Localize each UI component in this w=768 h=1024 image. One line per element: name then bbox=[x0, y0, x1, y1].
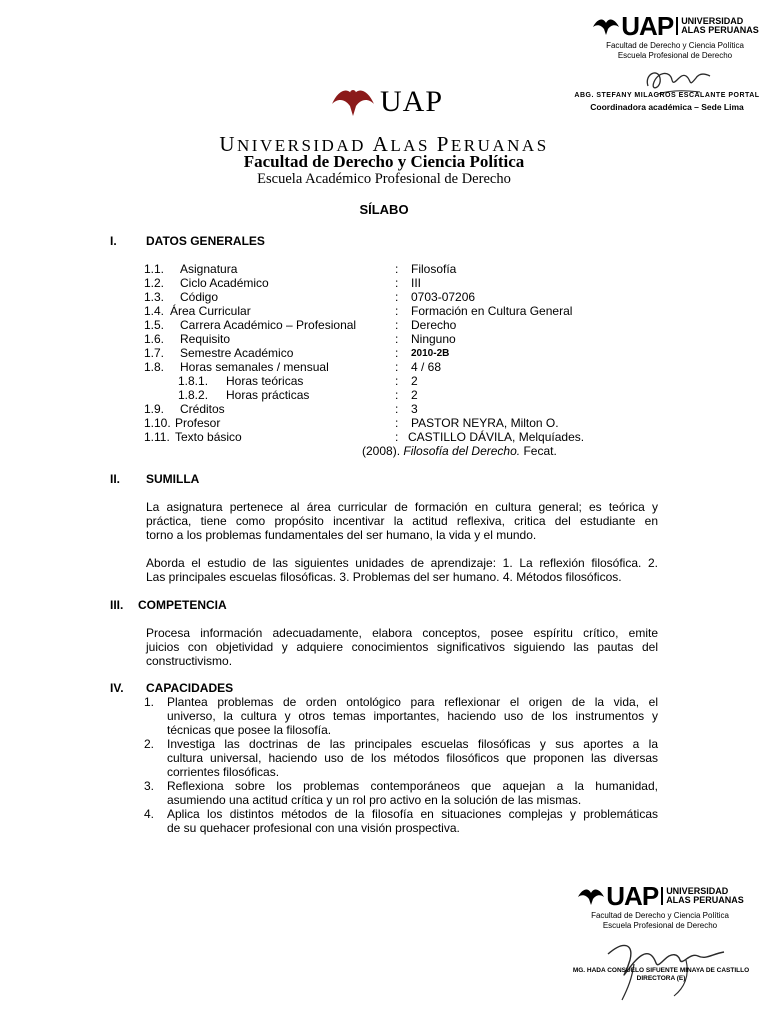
texto-basico-year: (2008). bbox=[362, 444, 401, 458]
datos-row-label: Ciclo Académico bbox=[180, 276, 269, 290]
stamp-logo bbox=[560, 881, 760, 911]
header-logo-text: UAP bbox=[380, 85, 444, 118]
capacidad-line: asumiendo una actitud crítica y un rol pro activo en la solución de las mismas. bbox=[167, 793, 582, 807]
section-competencia-title: COMPETENCIA bbox=[138, 598, 227, 612]
datos-row-colon: : bbox=[395, 276, 399, 290]
paragraph-line: Las principales escuelas filosóficas. 3. Problemas del ser humano. 4. Métodos filosóficos. bbox=[146, 570, 622, 584]
paragraph-line: práctica, tiene como propósito incentivar la actitud reflexiva, critica del estudiante en bbox=[146, 514, 658, 528]
datos-row-colon: : bbox=[395, 318, 399, 332]
stamp-logo-name-1: UNIVERSIDAD bbox=[681, 16, 744, 26]
datos-row-label: Créditos bbox=[180, 402, 225, 416]
capacidad-line: Reflexiona sobre los problemas contemporáneos que aquejan a la humanidad, bbox=[167, 779, 658, 793]
capacidad-num: 4. bbox=[144, 807, 155, 821]
capacidad-text bbox=[167, 807, 658, 835]
datos-row-value: PASTOR NEYRA, Milton O. bbox=[411, 416, 559, 430]
datos-row-num: 1.4. bbox=[144, 304, 165, 318]
capacidad-line: cultura universal, haciendo uso de los métodos filosóficos que proponen las diversas bbox=[167, 751, 658, 765]
datos-row-value: 2 bbox=[411, 388, 418, 402]
section-capacidades-num: IV. bbox=[110, 681, 124, 695]
section-sumilla-title: SUMILLA bbox=[146, 472, 200, 486]
condor-logo-icon bbox=[330, 84, 376, 120]
datos-row-label: Semestre Académico bbox=[180, 346, 294, 360]
texto-basico-title: Filosofía del Derecho. bbox=[403, 444, 521, 458]
capacidad-text bbox=[167, 779, 658, 807]
stamp-faculty: Facultad de Derecho y Ciencia Política bbox=[606, 41, 744, 50]
capacidad-text bbox=[167, 695, 658, 737]
datos-row-colon: : bbox=[395, 416, 399, 430]
section-capacidades-title: CAPACIDADES bbox=[146, 681, 234, 695]
stamp-logo bbox=[585, 11, 765, 41]
datos-row-colon: : bbox=[395, 262, 399, 276]
datos-row-value: Filosofía bbox=[411, 262, 457, 276]
stamp-logo-name-2: ALAS PERUANAS bbox=[666, 895, 744, 905]
datos-row-num: 1.1. bbox=[144, 262, 165, 276]
datos-row-num: 1.8.1. bbox=[178, 374, 209, 388]
capacidad-num: 1. bbox=[144, 695, 155, 709]
stamp-logo-name-1: UNIVERSIDAD bbox=[666, 886, 729, 896]
datos-row-num: 1.6. bbox=[144, 332, 165, 346]
datos-row-colon: : bbox=[395, 402, 399, 416]
competencia-paragraph bbox=[146, 626, 658, 668]
datos-row-label: Horas semanales / mensual bbox=[180, 360, 329, 374]
datos-row-value: 2010-2B bbox=[411, 348, 450, 359]
datos-row-label: Horas prácticas bbox=[226, 388, 310, 402]
datos-row-label: Código bbox=[180, 290, 219, 304]
datos-row-colon: : bbox=[395, 388, 399, 402]
section-sumilla-num: II. bbox=[110, 472, 121, 486]
datos-row-label: Horas teóricas bbox=[226, 374, 304, 388]
stamp-school: Escuela Profesional de Derecho bbox=[602, 921, 718, 930]
datos-row-value: 3 bbox=[411, 402, 418, 416]
datos-row-num: 1.10. bbox=[144, 416, 171, 430]
texto-basico-cont bbox=[362, 444, 557, 458]
datos-row-colon: : bbox=[395, 360, 399, 374]
faculty-name: Facultad de Derecho y Ciencia Política bbox=[243, 152, 525, 171]
capacidad-line: corrientes filosóficas. bbox=[167, 765, 280, 779]
stamp-logo-name-2: ALAS PERUANAS bbox=[681, 25, 759, 35]
datos-row-value: Ninguno bbox=[411, 332, 456, 346]
datos-row-num: 1.9. bbox=[144, 402, 165, 416]
sumilla-paragraph-2 bbox=[146, 556, 658, 584]
stamp-school: Escuela Profesional de Derecho bbox=[617, 51, 733, 60]
header-logo bbox=[330, 84, 443, 120]
datos-row-colon: : bbox=[395, 332, 399, 346]
paragraph-line: Aborda el estudio de las siguientes unidades de aprendizaje: 1. La reflexión filosófica. 2. bbox=[146, 556, 658, 570]
document-title: SÍLABO bbox=[359, 202, 409, 217]
section-datos-num: I. bbox=[110, 234, 117, 248]
datos-row-value: Formación en Cultura General bbox=[411, 304, 573, 318]
top-stamp bbox=[585, 11, 765, 61]
datos-row-colon: : bbox=[395, 290, 399, 304]
datos-row-value: III bbox=[411, 276, 422, 290]
datos-row-colon: : bbox=[395, 346, 399, 360]
stamp-signer-bottom: MG. HADA CONSUELO SIFUENTE MINAYA DE CASTILLO bbox=[572, 967, 750, 974]
datos-row-label: Área Curricular bbox=[170, 304, 251, 318]
stamp-signer: ABG. STEFANY MILAGROS ESCALANTE PORTAL bbox=[574, 92, 760, 99]
paragraph-line: constructivismo. bbox=[146, 654, 233, 668]
sumilla-paragraph-1 bbox=[146, 500, 658, 542]
paragraph-line: juicios con objetividad y adquiere conocimientos significativos siguiendo las pautas del bbox=[146, 640, 658, 654]
bottom-stamp bbox=[560, 881, 760, 931]
datos-row-num: 1.2. bbox=[144, 276, 165, 290]
stamp-logo-mark: UAP bbox=[606, 881, 659, 911]
capacidad-num: 3. bbox=[144, 779, 155, 793]
datos-row-num: 1.8.2. bbox=[178, 388, 209, 402]
datos-row-value: 0703-07206 bbox=[411, 290, 476, 304]
condor-logo-icon bbox=[591, 15, 621, 37]
stamp-logo-mark: UAP bbox=[621, 11, 674, 41]
datos-row-num: 1.7. bbox=[144, 346, 165, 360]
datos-row-colon: : bbox=[395, 430, 399, 444]
datos-row-label: Profesor bbox=[175, 416, 221, 430]
datos-row-label: Requisito bbox=[180, 332, 231, 346]
datos-row-value: Derecho bbox=[411, 318, 457, 332]
stamp-logo-name bbox=[676, 17, 759, 35]
capacidad-line: Plantea problemas de orden ontológico para reflexionar el origen de la vida, el bbox=[167, 695, 658, 709]
datos-row-num: 1.11. bbox=[144, 430, 170, 444]
section-datos-title: DATOS GENERALES bbox=[146, 234, 265, 248]
datos-row-value: 4 / 68 bbox=[411, 360, 442, 374]
stamp-role: Coordinadora académica – Sede Lima bbox=[590, 102, 744, 112]
capacidad-line: técnicas que posee la filosofía. bbox=[167, 723, 332, 737]
paragraph-line: torno a los problemas fundamentales del ser humano, la vida y el mundo. bbox=[146, 528, 537, 542]
condor-logo-icon bbox=[576, 885, 606, 907]
capacidad-num: 2. bbox=[144, 737, 155, 751]
capacidad-text bbox=[167, 737, 658, 779]
paragraph-line: Procesa información adecuadamente, elabora conceptos, posee espíritu crítico, emite bbox=[146, 626, 658, 640]
datos-row-value: 2 bbox=[411, 374, 418, 388]
datos-row-colon: : bbox=[395, 304, 399, 318]
university-name: UNIVERSIDAD ALAS PERUANAS bbox=[219, 132, 549, 156]
texto-basico-publisher: Fecat. bbox=[523, 444, 557, 458]
stamp-role-bottom: DIRECTORA (E) bbox=[636, 975, 686, 982]
datos-row-label: Asignatura bbox=[180, 262, 238, 276]
capacidad-line: Investiga las doctrinas de las principales escuelas filosóficas y sus aportes a la bbox=[167, 737, 658, 751]
datos-row-value: CASTILLO DÁVILA, Melquíades. bbox=[408, 430, 585, 444]
capacidad-line: de su quehacer profesional con una visión prospectiva. bbox=[167, 821, 460, 835]
datos-row-colon: : bbox=[395, 374, 399, 388]
section-competencia-num: III. bbox=[110, 598, 124, 612]
stamp-logo-name bbox=[661, 887, 744, 905]
datos-row-label: Texto básico bbox=[175, 430, 242, 444]
school-name: Escuela Académico Profesional de Derecho bbox=[257, 171, 511, 187]
datos-row-label: Carrera Académico – Profesional bbox=[180, 318, 357, 332]
paragraph-line: La asignatura pertenece al área curricular de formación en cultura general; es teórica y bbox=[146, 500, 658, 514]
datos-row-num: 1.3. bbox=[144, 290, 165, 304]
datos-row-num: 1.8. bbox=[144, 360, 165, 374]
capacidad-line: Aplica los distintos métodos de la filosofía en situaciones complejas y problemáticas bbox=[167, 807, 658, 821]
stamp-faculty: Facultad de Derecho y Ciencia Política bbox=[591, 911, 729, 920]
capacidad-line: universo, la cultura y otros temas importantes, haciendo uso de los instrumentos y bbox=[167, 709, 658, 723]
datos-row-num: 1.5. bbox=[144, 318, 165, 332]
